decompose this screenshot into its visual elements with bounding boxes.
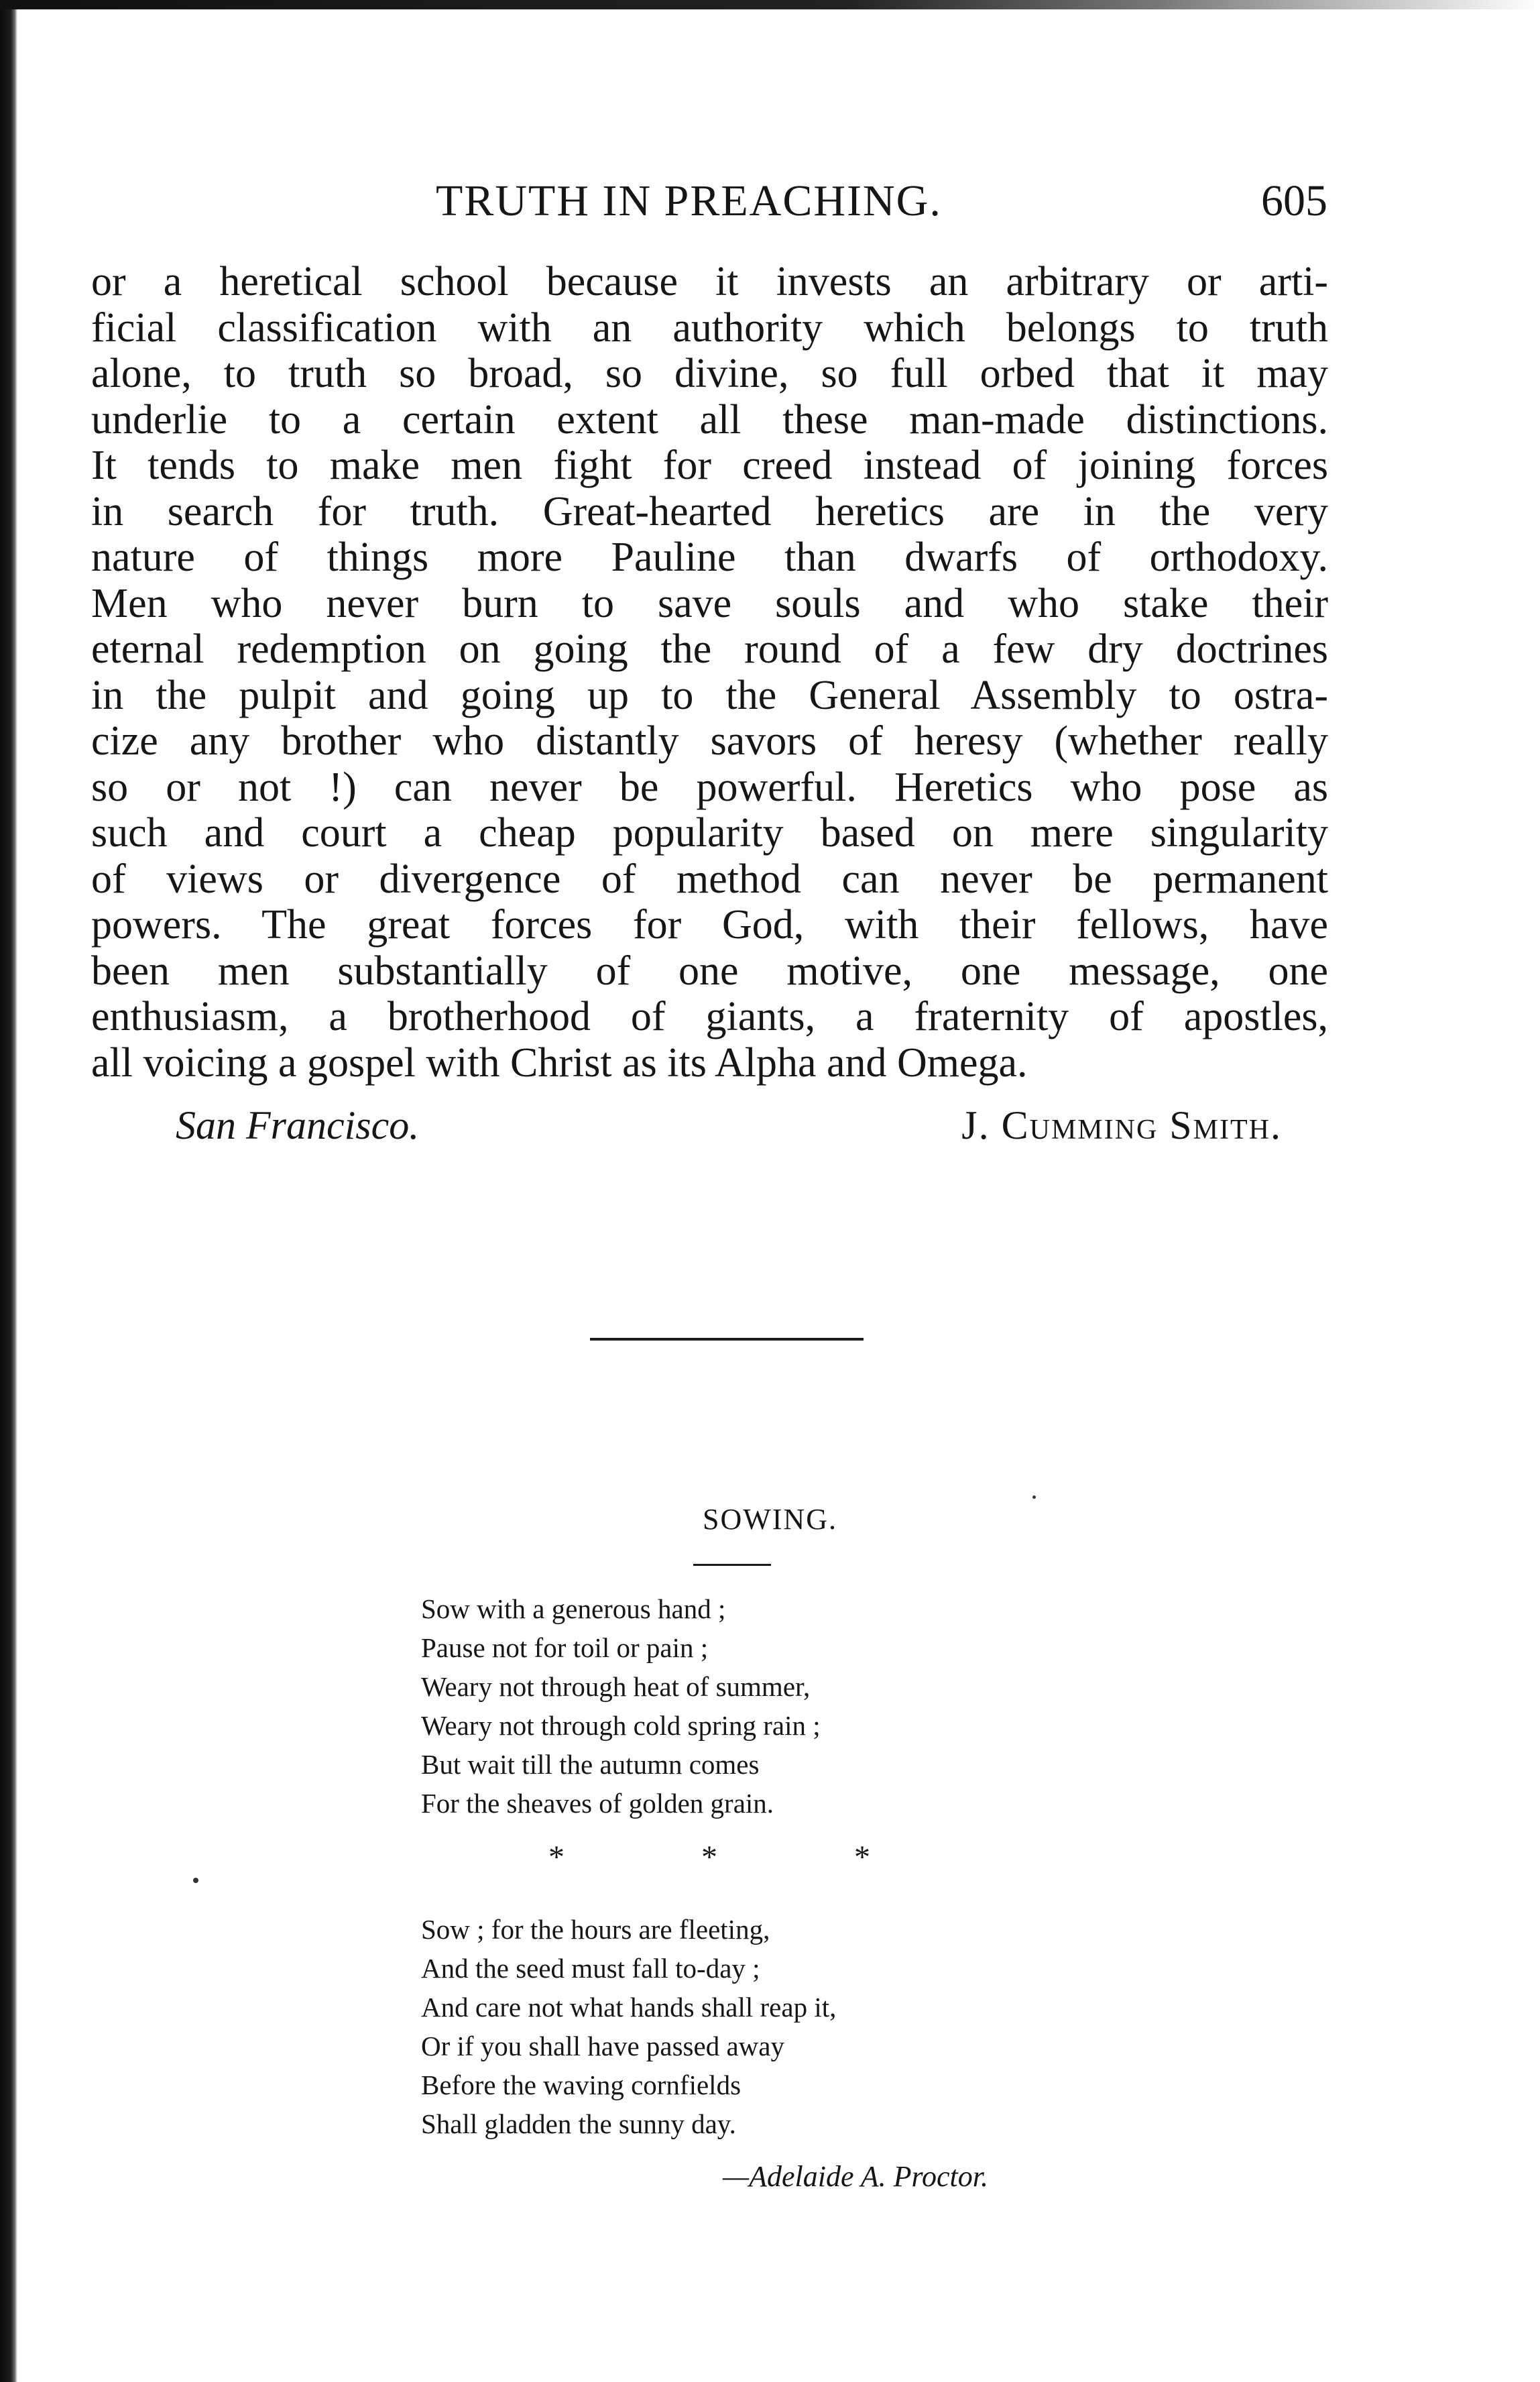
text-line: all voicing a gospel with Christ as its Alpha and Omega. xyxy=(91,1039,1028,1086)
poem-stanza-1 xyxy=(421,1589,1091,1823)
verse-line: But wait till the autumn comes xyxy=(421,1749,760,1780)
text-line: been men substantially of one motive, one message, one xyxy=(91,948,1328,994)
essay-conclusion xyxy=(91,259,1328,1086)
page-number: 605 xyxy=(1261,176,1327,225)
text-line: ficial classification with an authority which belongs to truth xyxy=(91,304,1328,351)
text-line: alone, to truth so broad, so divine, so full orbed that it may xyxy=(91,351,1328,396)
poem-title-underline xyxy=(693,1564,771,1566)
verse-line: Before the waving cornfields xyxy=(421,2069,742,2100)
verse-line: Sow ; for the hours are fleeting, xyxy=(421,1914,770,1945)
text-line: enthusiasm, a brotherhood of giants, a fraternity of apostles, xyxy=(91,994,1328,1039)
scan-speck xyxy=(193,1878,198,1883)
signature-line xyxy=(176,1102,1282,1149)
text-line: in the pulpit and going up to the General Assembly to ostra- xyxy=(91,672,1328,718)
poem-stanza-2 xyxy=(421,1910,1091,2143)
poem-title: SOWING. xyxy=(703,1503,837,1536)
text-line: cize any brother who distantly savors of heresy (whether really xyxy=(91,718,1328,764)
text-line: of views or divergence of method can never be permanent xyxy=(91,856,1328,902)
asterisk: * xyxy=(548,1839,565,1875)
scan-top-edge xyxy=(0,0,1540,9)
asterisk: * xyxy=(854,1839,870,1875)
verse-line: And care not what hands shall reap it, xyxy=(421,1992,837,2023)
verse-line: And the seed must fall to-day ; xyxy=(421,1953,760,1984)
verse-line: For the sheaves of golden grain. xyxy=(421,1788,774,1819)
poem-attribution: —Adelaide A. Proctor. xyxy=(723,2160,988,2193)
verse-line: Or if you shall have passed away xyxy=(421,2031,784,2061)
text-line: Men who never burn to save souls and who stake their xyxy=(91,580,1328,626)
signature-place: San Francisco. xyxy=(176,1103,420,1147)
text-line: powers. The great forces for God, with their fellows, have xyxy=(91,902,1328,948)
verse-line: Weary not through cold spring rain ; xyxy=(421,1710,821,1741)
text-line: such and court a cheap popularity based on mere singularity xyxy=(91,810,1328,856)
scan-speck xyxy=(1032,1495,1036,1499)
text-line: or a heretical school because it invests an arbitrary or arti- xyxy=(91,259,1328,304)
verse-line: Weary not through heat of summer, xyxy=(421,1671,811,1702)
text-line: eternal redemption on going the round of a few dry doctrines xyxy=(91,626,1328,672)
section-divider-rule xyxy=(590,1338,864,1341)
running-title: TRUTH IN PREACHING. xyxy=(436,176,942,225)
text-line: underlie to a certain extent all these man-made distinctions. xyxy=(91,396,1328,443)
asterisk: * xyxy=(701,1839,717,1875)
text-line: in search for truth. Great-hearted heretics are in the very xyxy=(91,488,1328,534)
verse-line: Shall gladden the sunny day. xyxy=(421,2108,736,2139)
text-line: nature of things more Pauline than dwarfs of orthodoxy. xyxy=(91,534,1328,580)
signature-author: J. Cumming Smith. xyxy=(961,1103,1282,1147)
text-line: It tends to make men fight for creed instead of joining forces xyxy=(91,443,1328,488)
running-head xyxy=(94,176,1327,229)
verse-line: Pause not for toil or pain ; xyxy=(421,1632,709,1663)
text-line: so or not !) can never be powerful. Heretics who pose as xyxy=(91,764,1328,810)
stanza-separator xyxy=(548,1839,870,1876)
verse-line: Sow with a generous hand ; xyxy=(421,1593,726,1624)
scan-binding-edge xyxy=(0,0,17,2382)
